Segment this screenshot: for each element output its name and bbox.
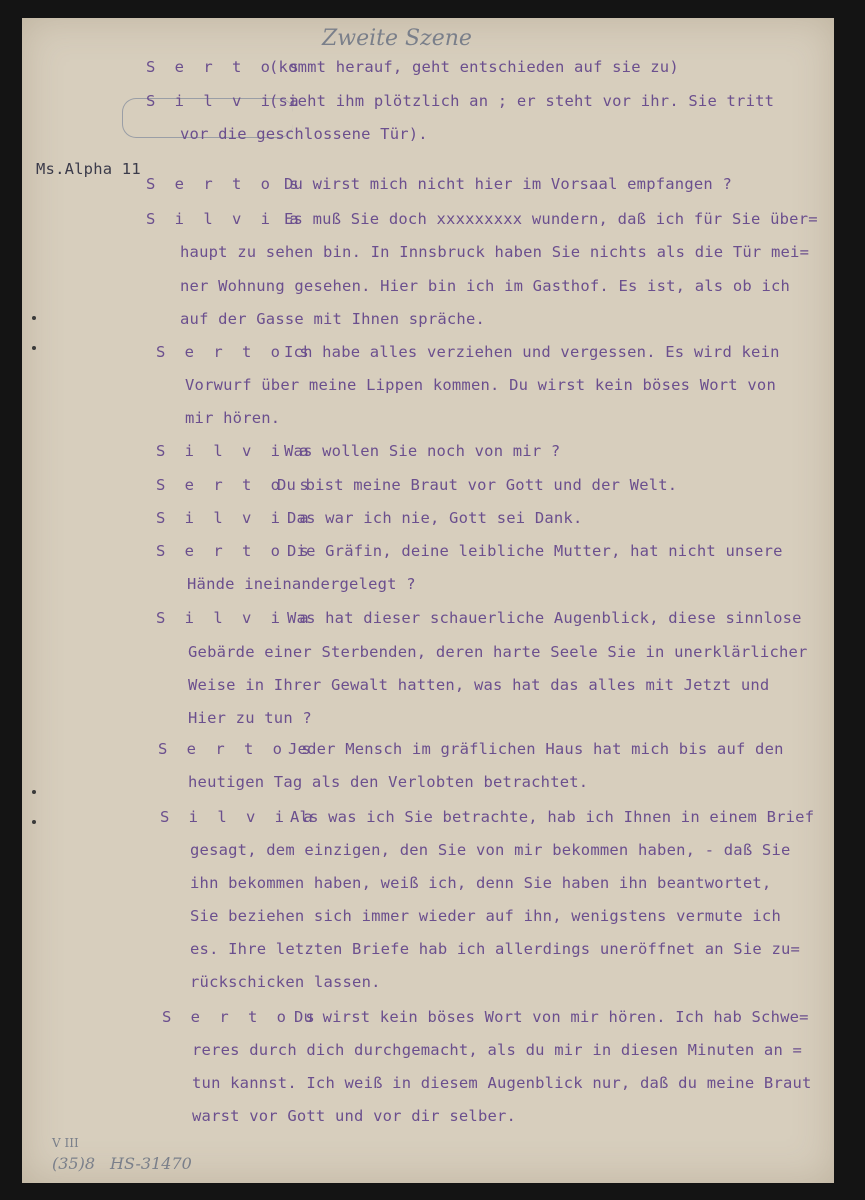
speaker: S i l v i a [160, 808, 318, 826]
dialogue-line: heutigen Tag als den Verlobten betrachtet. [188, 773, 589, 791]
dialogue-line: Gebärde einer Sterbenden, deren harte Seele Sie in unerklärlicher [188, 643, 808, 661]
punch-mark [32, 820, 36, 824]
speaker: S e r t o s [158, 740, 316, 758]
dialogue-line: rückschicken lassen. [190, 973, 381, 991]
dialogue-line: auf der Gasse mit Ihnen spräche. [180, 310, 486, 328]
dialogue-line: (sieht ihm plötzlich an ; er steht vor ihr. Sie tritt [269, 92, 775, 110]
footer-folio-number: (35)8 [52, 1154, 96, 1173]
dialogue-line: Jeder Mensch im gräflichen Haus hat mich bis auf den [288, 740, 784, 758]
pencil-heading: Zweite Szene [322, 26, 472, 51]
dialogue-line: tun kannst. Ich weiß in diesem Augenblick nur, daß du meine Braut [192, 1074, 812, 1092]
speaker: S i l v i a [146, 92, 304, 110]
punch-mark [32, 346, 36, 350]
dialogue-line: reres durch dich durchgemacht, als du mir in diesen Minuten an = [192, 1041, 803, 1059]
speaker: S e r t o s [162, 1008, 320, 1026]
speaker: S e r t o s [146, 175, 304, 193]
speaker: S e r t o s [156, 343, 314, 361]
dialogue-line: Du wirst kein böses Wort von mir hören. Ich hab Schwe= [294, 1008, 809, 1026]
dialogue-line: Was hat dieser schauerliche Augenblick, diese sinnlose [287, 609, 802, 627]
dialogue-line: es. Ihre letzten Briefe hab ich allerdings uneröffnet an Sie zu= [190, 940, 801, 958]
dialogue-line: gesagt, dem einzigen, den Sie von mir bekommen haben, - daß Sie [190, 841, 791, 859]
speaker: S e r t o s [156, 542, 314, 560]
dialogue-line: Weise in Ihrer Gewalt hatten, was hat das alles mit Jetzt und [188, 676, 770, 694]
dialogue-line: Hier zu tun ? [188, 709, 312, 727]
footer-roman-numeral: V III [52, 1136, 79, 1150]
dialogue-line: haupt zu sehen bin. In Innsbruck haben Sie nichts als die Tür mei= [180, 243, 810, 261]
dialogue-line: Hände ineinandergelegt ? [187, 575, 416, 593]
speaker: S i l v i a [156, 442, 314, 460]
footer-shelfmark: HS-31470 [110, 1154, 192, 1173]
dialogue-line: mir hören. [185, 409, 281, 427]
speaker: S i l v i a [156, 609, 314, 627]
dialogue-line: Du wirst mich nicht hier im Vorsaal empfangen ? [284, 175, 732, 193]
dialogue-line: vor die geschlossene Tür). [180, 125, 428, 143]
speaker: S e r t o s [156, 476, 314, 494]
margin-label: Ms.Alpha 11 [36, 160, 141, 178]
speaker: S e r t o s [146, 58, 304, 76]
dialogue-line: Sie beziehen sich immer wieder auf ihn, wenigstens vermute ich [190, 907, 781, 925]
typescript-page [22, 18, 834, 1183]
speaker: S i l v i a [156, 509, 314, 527]
punch-mark [32, 316, 36, 320]
dialogue-line: Es muß Sie doch xxxxxxxxx wundern, daß ich für Sie über= [284, 210, 818, 228]
dialogue-line: Als was ich Sie betrachte, hab ich Ihnen in einem Brief [290, 808, 815, 826]
dialogue-line: Ich habe alles verziehen und vergessen. Es wird kein [284, 343, 780, 361]
dialogue-line: Die Gräfin, deine leibliche Mutter, hat nicht unsere [287, 542, 783, 560]
dialogue-line: Vorwurf über meine Lippen kommen. Du wirst kein böses Wort von [185, 376, 776, 394]
dialogue-line: Was wollen Sie noch von mir ? [284, 442, 561, 460]
dialogue-line: (kommt herauf, geht entschieden auf sie zu) [269, 58, 679, 76]
dialogue-line: Das war ich nie, Gott sei Dank. [287, 509, 583, 527]
dialogue-line: warst vor Gott und vor dir selber. [192, 1107, 517, 1125]
speaker: S i l v i a [146, 210, 304, 228]
punch-mark [32, 790, 36, 794]
dialogue-line: ihn bekommen haben, weiß ich, denn Sie haben ihn beantwortet, [190, 874, 772, 892]
dialogue-line: ner Wohnung gesehen. Hier bin ich im Gasthof. Es ist, als ob ich [180, 277, 791, 295]
dialogue-line: Du bist meine Braut vor Gott und der Welt. [277, 476, 678, 494]
